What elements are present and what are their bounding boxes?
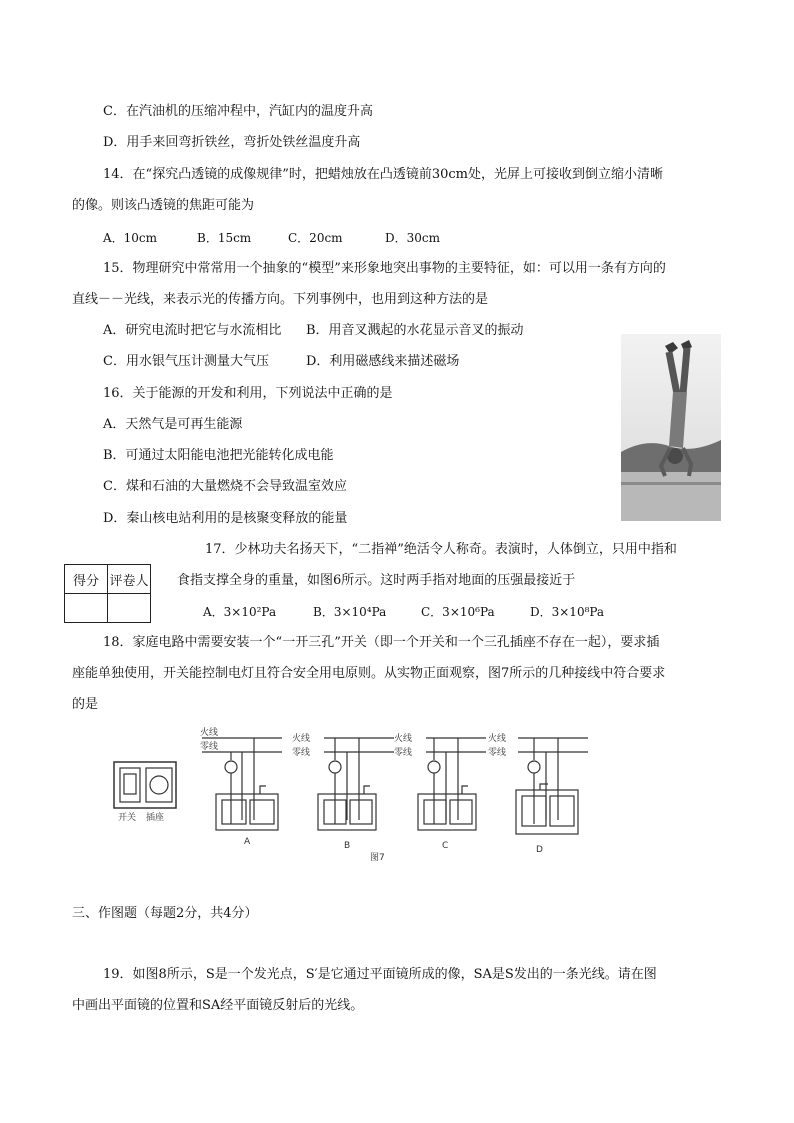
grader-cell: [108, 594, 151, 623]
q16-option-d: D．秦山核电站利用的是核聚变释放的能量: [103, 511, 348, 526]
q18-stem-line1: 18．家庭电路中需要安装一个“一开三孔”开关（即一个开关和一个三孔插座不存在一起），要求插: [103, 635, 660, 650]
option-b-label: B: [344, 841, 351, 851]
q17-stem-line1: 17．少林功夫名扬天下，“二指禅”绝活令人称奇。表演时，人体倒立，只用中指和: [205, 542, 677, 557]
score-label: 得分: [65, 565, 108, 594]
q16-option-a: A．天然气是可再生能源: [103, 417, 243, 432]
option-d-label: D: [536, 845, 543, 855]
live-wire-label-1: 火线: [200, 728, 219, 738]
figure7-circuit-diagram: [104, 724, 604, 866]
score-table: [64, 564, 151, 623]
q19-stem-line1: 19．如图8所示，S是一个发光点，S′是它通过平面镜所成的像，SA是S发出的一条光线。请在图: [103, 967, 657, 982]
q15-option-c: C．用水银气压计测量大气压: [103, 354, 269, 369]
score-cell: [65, 594, 108, 623]
q17-option-d: D．3×10⁸Pa: [530, 605, 605, 619]
socket-label: 插座: [146, 813, 165, 823]
neutral-wire-label-2: 零线: [292, 748, 311, 758]
neutral-wire-label-4: 零线: [488, 748, 507, 758]
live-wire-label-4: 火线: [488, 734, 507, 744]
q14-stem-line1: 14．在“探究凸透镜的成像规律”时，把蜡烛放在凸透镜前30cm处，光屏上可接收到倒立缩小清晰: [103, 167, 663, 182]
q16-stem: 16．关于能源的开发和利用，下列说法中正确的是: [103, 386, 393, 401]
q14-stem-line2: 的像。则该凸透镜的焦距可能为: [72, 198, 255, 213]
q15-option-d: D．利用磁感线来描述磁场: [306, 354, 460, 369]
q17-stem-line2: 食指支撑全身的重量，如图6所示。这时两手指对地面的压强最接近于: [177, 573, 576, 588]
neutral-wire-label-3: 零线: [394, 748, 413, 758]
figure7-caption: 图7: [370, 853, 385, 863]
q14-option-b: B．15cm: [197, 231, 252, 245]
q17-option-a: A．3×10²Pa: [203, 605, 277, 619]
q18-stem-line3: 的是: [72, 697, 99, 712]
option-a-label: A: [244, 837, 251, 847]
section3-heading: 三、作图题（每题2分，共4分）: [72, 906, 258, 921]
q14-option-a: A．10cm: [103, 231, 158, 245]
live-wire-label-3: 火线: [394, 734, 413, 744]
q17-option-b: B．3×10⁴Pa: [313, 605, 387, 619]
q15-option-a: A．研究电流时把它与水流相比: [103, 323, 282, 338]
q17-option-c: C．3×10⁶Pa: [421, 605, 495, 619]
q13-option-c: C．在汽油机的压缩冲程中，汽缸内的温度升高: [103, 104, 373, 119]
switch-label: 开关: [118, 813, 137, 823]
live-wire-label-2: 火线: [292, 734, 311, 744]
q16-option-b: B．可通过太阳能电池把光能转化成电能: [103, 448, 334, 463]
q15-option-b: B．用音叉溅起的水花显示音叉的振动: [306, 323, 524, 338]
q16-option-c: C．煤和石油的大量燃烧不会导致温室效应: [103, 479, 347, 494]
q18-stem-line2: 座能单独使用，开关能控制电灯且符合安全用电原则。从实物正面观察，图7所示的几种接线中符合要求: [72, 666, 666, 681]
q14-option-d: D．30cm: [385, 231, 440, 245]
q15-stem-line1: 15．物理研究中常常用一个抽象的“模型”来形象地突出事物的主要特征，如：可以用一条有方向的: [103, 261, 666, 276]
neutral-wire-label-1: 零线: [200, 742, 219, 752]
option-c-label: C: [442, 841, 449, 851]
q15-stem-line2: 直线－－光线，来表示光的传播方向。下列事例中，也用到这种方法的是: [72, 292, 489, 307]
q14-option-c: C．20cm: [288, 231, 343, 245]
q19-stem-line2: 中画出平面镜的位置和SA经平面镜反射后的光线。: [72, 998, 364, 1013]
grader-label: 评卷人: [108, 565, 151, 594]
q13-option-d: D．用手来回弯折铁丝，弯折处铁丝温度升高: [103, 135, 361, 150]
figure6-photo: [621, 334, 721, 521]
